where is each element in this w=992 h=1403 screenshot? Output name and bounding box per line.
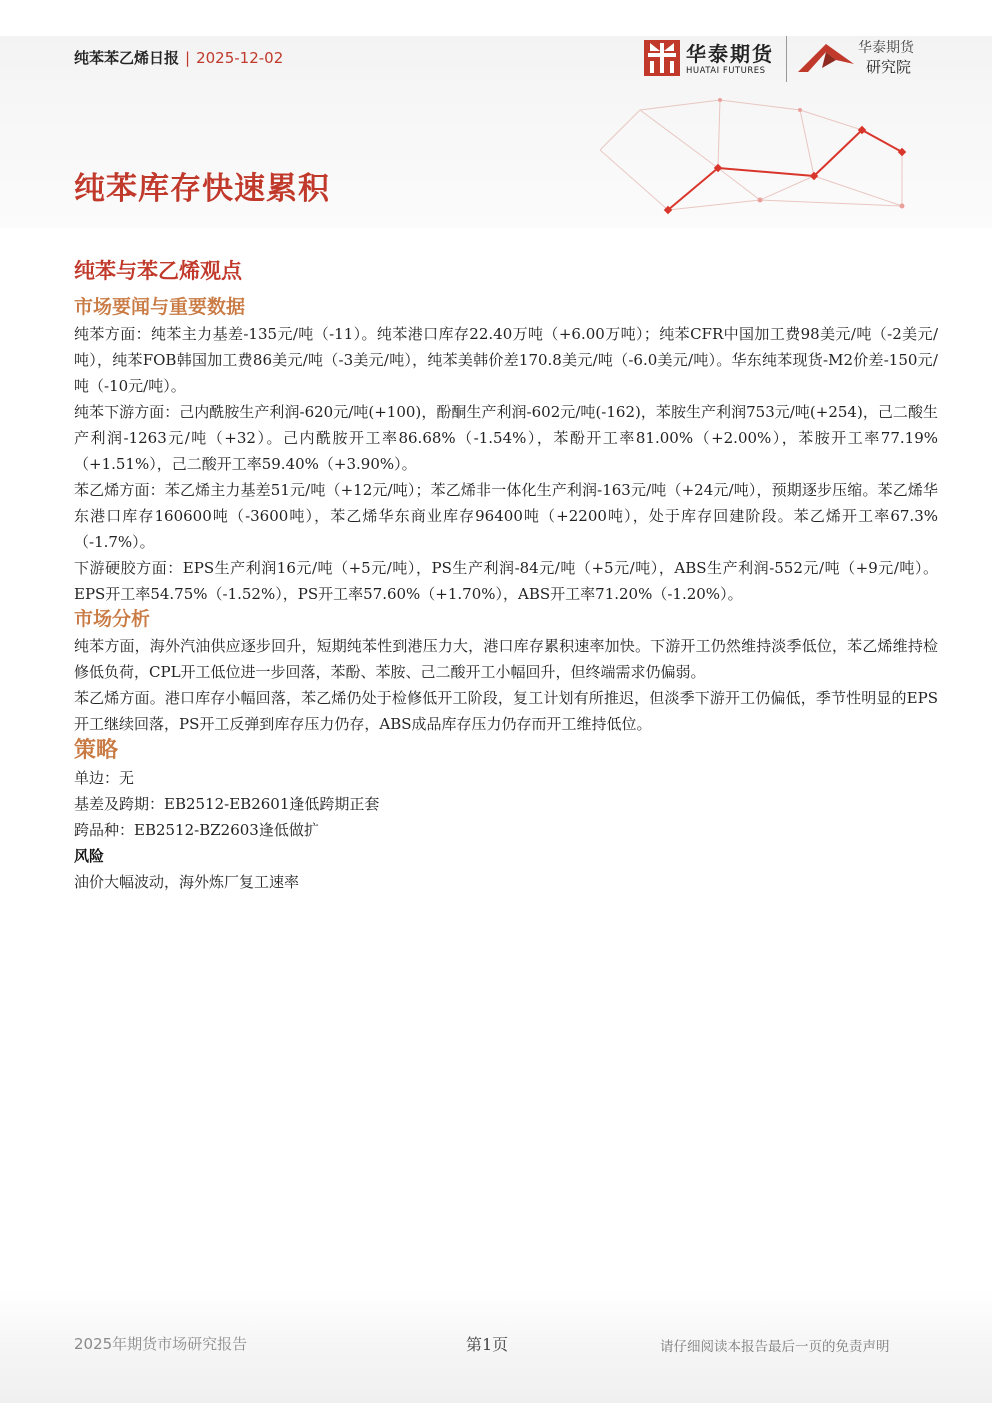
analysis-heading: 市场分析 [74,608,151,630]
section-title: 纯苯与苯乙烯观点 [74,259,242,283]
report-name: 纯苯苯乙烯日报 [74,49,180,67]
risk-text: 油价大幅波动，海外炼厂复工速率 [74,873,300,891]
disclaimer-note: 请仔细阅读本报告最后一页的免责声明 [660,1339,890,1355]
institute-name-line1: 华泰期货 [858,40,914,56]
strategy-line: 单边：无 [74,769,135,787]
strategy-heading: 策略 [74,738,119,763]
logo-english-name: HUATAI FUTURES [686,66,766,76]
logo-chinese-name: 华泰期货 [686,42,774,66]
report-body [74,255,938,895]
news-paragraph: 纯苯下游方面：己内酰胺生产利润-620元/吨(+100)，酚酮生产利润-602元/吨(-162)，苯胺生产利润753元/吨(+254)，己二酸生产利润-1263元/吨（+32）。己内酰胺开工率86.68%（-1.54%），苯酚开工率81.00%（+2.00%），苯胺开工率77.19%（+1.51%），己二酸开工率59.40%（+3.90%）。 [74,403,938,473]
page-number: 第1页 [466,1335,509,1354]
report-date: 2025-12-02 [196,49,284,67]
institute-name-line2: 研究院 [866,58,912,76]
network-decoration [600,90,930,230]
footer-report-label: 2025年期货市场研究报告 [74,1335,248,1353]
report-header-line [74,48,283,68]
news-paragraph: 下游硬胶方面：EPS生产利润16元/吨（+5元/吨），PS生产利润-84元/吨（+5元/吨），ABS生产利润-552元/吨（+9元/吨）。EPS开工率54.75%（-1.52%），PS开工率57.60%（+1.70%），ABS开工率71.20%（-1.20%）。 [74,559,938,603]
news-paragraph: 纯苯方面：纯苯主力基差-135元/吨（-11）。纯苯港口库存22.40万吨（+6.00万吨）；纯苯CFR中国加工费98美元/吨（-2美元/吨），纯苯FOB韩国加工费86美元/吨（-3美元/吨），纯苯美韩价差170.8美元/吨（-6.0美元/吨）。华东纯苯现货-M2价差-150元/吨（-10元/吨）。 [74,325,938,395]
analysis-paragraph: 苯乙烯方面。港口库存小幅回落，苯乙烯仍处于检修低开工阶段，复工计划有所推迟，但淡季下游开工仍偏低，季节性明显的EPS开工继续回落，PS开工反弹到库存压力仍存，ABS成品库存压力仍存而开工维持低位。 [74,689,938,733]
strategy-line: 基差及跨期：EB2512-EB2601逢低跨期正套 [74,795,380,813]
huatai-logo-icon [644,40,680,76]
news-paragraph: 苯乙烯方面：苯乙烯主力基差51元/吨（+12元/吨）；苯乙烯非一体化生产利润-163元/吨（+24元/吨），预期逐步压缩。苯乙烯华东港口库存160600吨（-3600吨），苯乙烯华东商业库存96400吨（+2200吨），处于库存回建阶段。苯乙烯开工率67.3%（-1.7%）。 [74,481,938,551]
header-separator: | [185,49,191,67]
news-heading: 市场要闻与重要数据 [74,296,246,318]
strategy-line: 跨品种：EB2512-BZ2603逢低做扩 [74,821,319,839]
page-title: 纯苯库存快速累积 [74,171,330,207]
risk-heading: 风险 [74,847,105,865]
analysis-paragraph: 纯苯方面，海外汽油供应逐步回升，短期纯苯性到港压力大，港口库存累积速率加快。下游开工仍然维持淡季低位，苯乙烯维持检修低负荷，CPL开工低位进一步回落，苯酚、苯胺、己二酸开工小幅回升，但终端需求仍偏弱。 [74,637,938,681]
institute-logo-icon [796,38,856,78]
logo-divider [786,36,787,82]
